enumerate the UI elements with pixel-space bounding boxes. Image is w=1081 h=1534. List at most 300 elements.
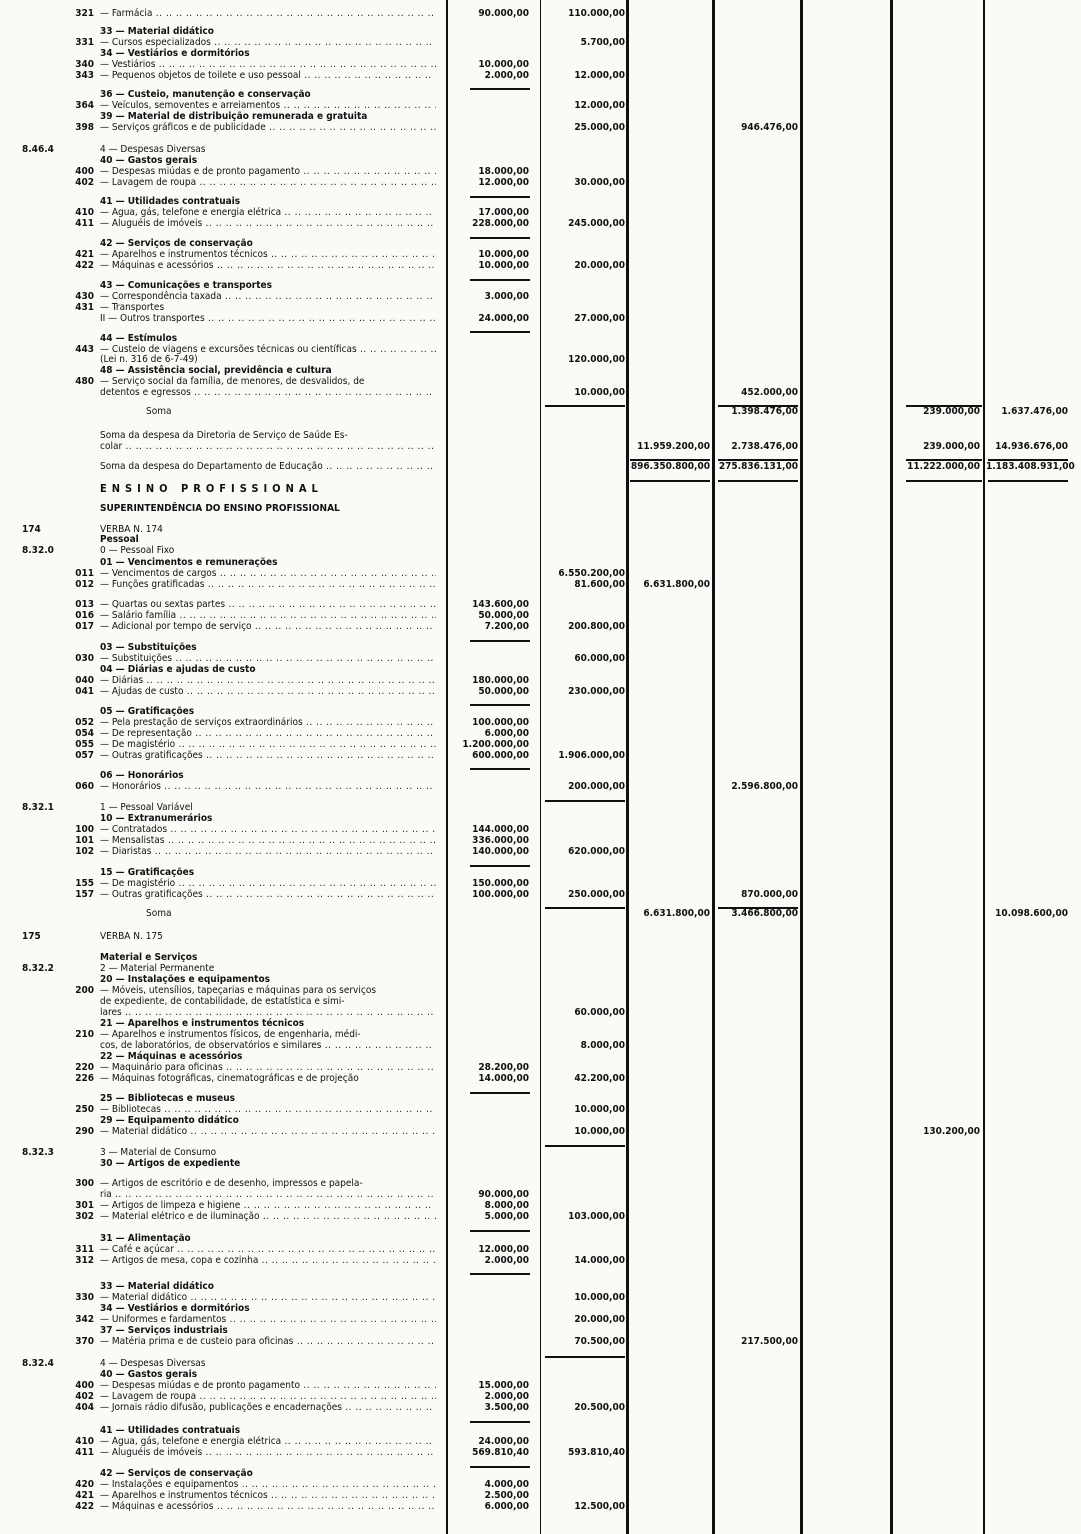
item-description: 39 — Material de distribuição remunerada e gratuita [100,111,368,122]
budget-row [0,1501,1081,1513]
item-description: — Adicional por tempo de serviço .. .. [100,621,436,633]
detail-amount: 10.000,00 [478,249,529,260]
item-description: — Bibliotecas .. .. [100,1104,436,1116]
item-code: 041 [75,686,94,697]
item-description: — Serviço social da família, de menores, de desvalidos, de [100,376,365,387]
partial-amount: 20.000,00 [574,1314,625,1325]
item-code: 321 [75,8,94,19]
sum-rule [470,1230,530,1232]
partial-amount: 30.000,00 [574,177,625,188]
budget-row [0,122,1081,134]
partial-amount: 20.000,00 [574,260,625,271]
item-description: — Material elétrico e de iluminação .. .. [100,1211,436,1223]
item-description: — Vencimentos de cargos .. .. [100,568,436,580]
item-description: — Aparelhos e instrumentos técnicos .. .. [100,1490,436,1502]
other-amount: 239.000,00 [923,441,980,452]
item-code: 016 [75,610,94,621]
item-description: Soma [146,406,172,417]
item-description: — Material didático .. .. [100,1126,436,1138]
item-description: 44 — Estímulos [100,333,178,344]
item-description: — Transportes [100,302,165,313]
item-description: — Salário família .. .. [100,610,436,622]
item-code: 398 [75,122,94,133]
budget-row [0,1211,1081,1223]
item-code: 404 [75,1402,94,1413]
partial-amount: 60.000,00 [574,653,625,664]
detail-amount: 24.000,00 [478,1436,529,1447]
other-amount: 239.000,00 [923,406,980,417]
item-description: — Custeio de viagens e excursões técnicas ou científicas .. .. [100,344,436,356]
item-description: — Pela prestação de serviços extraordinários .. .. [100,717,436,729]
item-description: 40 — Gastos gerais [100,1369,198,1380]
item-description: — Outras gratificações .. .. [100,750,436,762]
item-description: — Jornais rádio difusão, publicações e encadernações .. .. [100,1402,436,1414]
detail-amount: 336.000,00 [472,835,529,846]
budget-row [0,441,1081,453]
item-description: 30 — Artigos de expediente [100,1158,241,1169]
detail-amount: 14.000,00 [478,1073,529,1084]
item-description: 36 — Custeio, manutenção e conservação [100,89,311,100]
item-description: 21 — Aparelhos e instrumentos técnicos [100,1018,305,1029]
total-amount: 946.476,00 [741,122,798,133]
item-description: 41 — Utilidades contratuais [100,1425,241,1436]
partial-amount: 5.700,00 [580,37,625,48]
item-description: Pessoal [100,534,139,545]
budget-row [0,387,1081,399]
item-description: — De magistério .. .. [100,739,436,751]
partial-amount: 42.200,00 [574,1073,625,1084]
item-description: — Lavagem de roupa .. .. [100,1391,436,1403]
item-description: 42 — Serviços de conservação [100,1468,253,1479]
item-description: 33 — Material didático [100,1281,214,1292]
total-fixed-amount: 6.631.800,00 [643,579,710,590]
item-description: Soma da despesa do Departamento de Educação .. .. [100,461,436,473]
partial-amount: 70.500,00 [574,1336,625,1347]
item-description: — Água, gás, telefone e energia elétrica .. .. [100,1436,436,1448]
item-code: 055 [75,739,94,750]
item-code: 040 [75,675,94,686]
budget-row [0,686,1081,698]
item-code: 013 [75,599,94,610]
item-description: de expediente, de contabilidade, de estatística e simi- [100,996,345,1007]
item-code: 422 [75,260,94,271]
item-description: 48 — Assistência social, previdência e cultura [100,365,332,376]
detail-amount: 100.000,00 [472,717,529,728]
item-code: 017 [75,621,94,632]
section-code: 8.46.4 [22,144,54,155]
budget-row [0,260,1081,272]
budget-row [0,1158,1081,1170]
partial-amount: 6.550.200,00 [558,568,625,579]
total-fixed-amount: 11.959.200,00 [637,441,710,452]
item-description: Soma da despesa da Diretoria de Serviço de Saúde Es- [100,430,348,441]
section-code: 8.32.3 [22,1147,54,1158]
partial-amount: 200.800,00 [568,621,625,632]
budget-row [0,579,1081,591]
item-description: detentos e egressos .. .. [100,387,436,399]
detail-amount: 7.200,00 [484,621,529,632]
item-code: 340 [75,59,94,70]
item-code: 400 [75,166,94,177]
budget-row [0,218,1081,230]
budget-row [0,621,1081,633]
budget-row [0,1126,1081,1138]
grand-total-amount: 14.936.676,00 [995,441,1068,452]
partial-amount: 8.000,00 [580,1040,625,1051]
detail-amount: 600.000,00 [472,750,529,761]
item-description: — Vestiários .. .. [100,59,436,71]
double-rule [630,480,710,482]
item-description: 01 — Vencimentos e remunerações [100,557,278,568]
item-description: — Despesas miúdas e de pronto pagamento .. .. [100,1380,436,1392]
detail-amount: 15.000,00 [478,1380,529,1391]
item-code: 411 [75,218,94,229]
item-description: — Aparelhos e instrumentos técnicos .. .. [100,249,436,261]
partial-amount: 81.600,00 [574,579,625,590]
item-code: 311 [75,1244,94,1255]
detail-amount: 5.000,00 [484,1211,529,1222]
item-description: — De representação .. .. [100,728,436,740]
item-description: 15 — Gratificações [100,867,195,878]
detail-amount: 50.000,00 [478,686,529,697]
item-code: 101 [75,835,94,846]
section-code: 8.32.0 [22,545,54,556]
item-code: 331 [75,37,94,48]
total-amount: 275.836.131,00 [718,461,798,472]
double-rule [718,480,798,482]
item-description: — Matéria prima e de custeio para oficinas .. .. [100,1336,436,1348]
section-code: 175 [22,931,41,942]
partial-amount: 110.000,00 [568,8,625,19]
total-amount: 870.000,00 [741,889,798,900]
item-code: 431 [75,302,94,313]
item-description: — Pequenos objetos de toilete e uso pessoal .. .. [100,70,436,82]
item-code: 370 [75,1336,94,1347]
item-description: — Cursos especializados .. .. [100,37,436,49]
detail-amount: 180.000,00 [472,675,529,686]
item-code: 057 [75,750,94,761]
item-description: 06 — Honorários [100,770,184,781]
budget-row [0,750,1081,762]
item-description: 42 — Serviços de conservação [100,238,253,249]
item-code: 011 [75,568,94,579]
item-code: 052 [75,717,94,728]
double-rule [906,480,982,482]
item-description: — Água, gás, telefone e energia elétrica .. .. [100,207,436,219]
item-code: 443 [75,344,94,355]
budget-row [0,908,1081,920]
item-code: 411 [75,1447,94,1458]
budget-row [0,406,1081,418]
detail-amount: 569.810,40 [472,1447,529,1458]
item-code: 410 [75,1436,94,1447]
detail-amount: 6.000,00 [484,728,529,739]
detail-amount: 24.000,00 [478,313,529,324]
budget-row [0,1336,1081,1348]
item-code: 060 [75,781,94,792]
detail-amount: 18.000,00 [478,166,529,177]
budget-row [0,781,1081,793]
budget-row [0,545,1081,557]
partial-amount: 10.000,00 [574,1104,625,1115]
item-code: 100 [75,824,94,835]
partial-amount: 250.000,00 [568,889,625,900]
detail-amount: 143.600,00 [472,599,529,610]
item-description: 0 — Pessoal Fixo [100,545,175,556]
item-description: — Lavagem de roupa .. .. [100,177,436,189]
item-description: — Substituições .. .. [100,653,436,665]
item-description: 34 — Vestiários e dormitórios [100,1303,250,1314]
other-amount: 11.222.000,00 [907,461,980,472]
detail-amount: 17.000,00 [478,207,529,218]
partial-amount: 200.000,00 [568,781,625,792]
detail-amount: 2.500,00 [484,1490,529,1501]
item-description: — Funções gratificadas .. .. [100,579,436,591]
section-code: 174 [22,524,41,535]
detail-amount: 140.000,00 [472,846,529,857]
item-description: VERBA N. 174 [100,524,163,535]
item-description: 22 — Máquinas e acessórios [100,1051,243,1062]
item-description: Material e Serviços [100,952,198,963]
item-code: 420 [75,1479,94,1490]
item-code: 400 [75,1380,94,1391]
item-description: 37 — Serviços industriais [100,1325,228,1336]
item-description: ENSINO PROFISSIONAL [100,482,323,495]
item-description: — Aluguéis de imóveis .. .. [100,218,436,230]
partial-amount: 593.810,40 [568,1447,625,1458]
detail-amount: 10.000,00 [478,59,529,70]
item-description: cos, de laboratórios, de observatórios e similares .. .. [100,1040,436,1052]
detail-amount: 4.000,00 [484,1479,529,1490]
item-code: 030 [75,653,94,664]
partial-amount: 1.906.000,00 [558,750,625,761]
item-description: — Café e açúcar .. .. [100,1244,436,1256]
budget-row [0,70,1081,82]
item-code: 330 [75,1292,94,1303]
detail-amount: 12.000,00 [478,1244,529,1255]
detail-amount: 228.000,00 [472,218,529,229]
item-description: 43 — Comunicações e transportes [100,280,272,291]
item-code: 410 [75,207,94,218]
partial-amount: 27.000,00 [574,313,625,324]
item-code: 422 [75,1501,94,1512]
item-code: 155 [75,878,94,889]
item-description: — Aparelhos e instrumentos físicos, de engenharia, médi- [100,1029,361,1040]
item-description: 4 — Despesas Diversas [100,144,206,155]
item-code: 226 [75,1073,94,1084]
item-description: — Quartas ou sextas partes .. .. [100,599,436,611]
budget-row [0,8,1081,20]
grand-total-amount: 1.183.408.931,00 [986,461,1075,472]
total-amount: 217.500,00 [741,1336,798,1347]
detail-amount: 144.000,00 [472,824,529,835]
item-code: 364 [75,100,94,111]
budget-row [0,931,1081,943]
total-amount: 1.398.476,00 [731,406,798,417]
detail-amount: 150.000,00 [472,878,529,889]
partial-amount: 230.000,00 [568,686,625,697]
item-description: — Artigos de escritório e de desenho, impressos e papela- [100,1178,363,1189]
item-description: — Veículos, semoventes e arreiamentos .. .. [100,100,436,112]
detail-amount: 100.000,00 [472,889,529,900]
item-description: 40 — Gastos gerais [100,155,198,166]
item-description: 10 — Extranumerários [100,813,213,824]
item-description: — Contratados .. .. [100,824,436,836]
detail-amount: 3.500,00 [484,1402,529,1413]
item-description: — Máquinas e acessórios .. .. [100,260,436,272]
item-description: — Máquinas fotográficas, cinematográficas e de projeção [100,1073,359,1084]
section-code: 8.32.4 [22,1358,54,1369]
item-description: — Artigos de limpeza e higiene .. .. [100,1200,436,1212]
item-code: 250 [75,1104,94,1115]
budget-row [0,1447,1081,1459]
item-description: 2 — Material Permanente [100,963,215,974]
budget-row [0,461,1081,473]
item-description: SUPERINTENDÊNCIA DO ENSINO PROFISSIONAL [100,503,340,514]
item-description: 3 — Material de Consumo [100,1147,217,1158]
item-description: — Despesas miúdas e de pronto pagamento .. .. [100,166,436,178]
detail-amount: 1.200.000,00 [462,739,529,750]
item-description: 4 — Despesas Diversas [100,1358,206,1369]
partial-amount: 10.000,00 [574,1126,625,1137]
budget-row [0,483,1081,495]
item-description: Soma [146,908,172,919]
item-description: 34 — Vestiários e dormitórios [100,48,250,59]
item-description: — Mensalistas .. .. [100,835,436,847]
item-description: 1 — Pessoal Variável [100,802,193,813]
item-code: 402 [75,177,94,188]
item-code: 421 [75,249,94,260]
detail-amount: 90.000,00 [478,1189,529,1200]
item-description: — De magistério .. .. [100,878,436,890]
item-code: 343 [75,70,94,81]
total-amount: 2.596.800,00 [731,781,798,792]
item-description: 03 — Substituições [100,642,197,653]
detail-amount: 10.000,00 [478,260,529,271]
item-description: II — Outros transportes .. .. [100,313,436,325]
detail-amount: 50.000,00 [478,610,529,621]
item-description: VERBA N. 175 [100,931,163,942]
detail-amount: 3.000,00 [484,291,529,302]
total-fixed-amount: 896.350.800,00 [630,461,710,472]
sum-rule [470,1273,530,1275]
item-code: 342 [75,1314,94,1325]
item-code: 480 [75,376,94,387]
other-amount: 130.200,00 [923,1126,980,1137]
partial-amount: 245.000,00 [568,218,625,229]
budget-row [0,1255,1081,1267]
item-description: (Lei n. 316 de 6-7-49) [100,354,198,365]
budget-row [0,1073,1081,1085]
item-description: 20 — Instalações e equipamentos [100,974,271,985]
item-code: 220 [75,1062,94,1073]
detail-amount: 2.000,00 [484,70,529,81]
item-description: colar .. .. [100,441,436,453]
item-description: 31 — Alimentação [100,1233,191,1244]
detail-amount: 6.000,00 [484,1501,529,1512]
total-amount: 2.738.476,00 [731,441,798,452]
double-rule [988,480,1068,482]
item-code: 312 [75,1255,94,1266]
total-amount: 3.466.800,00 [731,908,798,919]
budget-row [0,1402,1081,1414]
item-code: 200 [75,985,94,996]
item-description: — Instalações e equipamentos .. .. [100,1479,436,1491]
item-code: 102 [75,846,94,857]
item-description: — Serviços gráficos e de publicidade .. .. [100,122,436,134]
grand-total-amount: 1.637.476,00 [1001,406,1068,417]
item-code: 402 [75,1391,94,1402]
item-description: — Diaristas .. .. [100,846,436,858]
partial-amount: 10.000,00 [574,387,625,398]
item-description: lares .. .. [100,1007,436,1019]
partial-amount: 103.000,00 [568,1211,625,1222]
item-code: 157 [75,889,94,900]
partial-amount: 25.000,00 [574,122,625,133]
item-description: — Máquinas e acessórios .. .. [100,1501,436,1513]
budget-row [0,177,1081,189]
partial-amount: 60.000,00 [574,1007,625,1018]
item-description: — Honorários .. .. [100,781,436,793]
section-code: 8.32.1 [22,802,54,813]
item-description: 25 — Bibliotecas e museus [100,1093,236,1104]
partial-amount: 120.000,00 [568,354,625,365]
item-description: — Ajudas de custo .. .. [100,686,436,698]
item-description: 29 — Equipamento didático [100,1115,239,1126]
item-description: — Aluguéis de imóveis .. .. [100,1447,436,1459]
item-description: — Correspondência taxada .. .. [100,291,436,303]
partial-amount: 620.000,00 [568,846,625,857]
item-description: — Uniformes e fardamentos .. .. [100,1314,436,1326]
item-description: — Móveis, utensílios, tapeçarias e máquinas para os serviços [100,985,377,996]
detail-amount: 28.200,00 [478,1062,529,1073]
item-description: — Artigos de mesa, copa e cozinha .. .. [100,1255,436,1267]
detail-amount: 90.000,00 [478,8,529,19]
grand-total-amount: 10.098.600,00 [995,908,1068,919]
detail-amount: 8.000,00 [484,1200,529,1211]
item-description: 33 — Material didático [100,26,214,37]
section-code: 8.32.2 [22,963,54,974]
item-description: 05 — Gratificações [100,706,195,717]
total-amount: 452.000,00 [741,387,798,398]
item-code: 210 [75,1029,94,1040]
budget-row [0,313,1081,325]
item-code: 054 [75,728,94,739]
detail-amount: 2.000,00 [484,1255,529,1266]
sum-rule [470,1421,530,1423]
item-description: ria .. .. [100,1189,436,1201]
item-code: 012 [75,579,94,590]
item-description: — Maquinário para oficinas .. .. [100,1062,436,1074]
partial-amount: 20.500,00 [574,1402,625,1413]
partial-amount: 12.000,00 [574,100,625,111]
item-description: — Farmácia .. .. [100,8,436,20]
item-description: — Diárias .. .. [100,675,436,687]
item-description: 04 — Diárias e ajudas de custo [100,664,256,675]
item-code: 421 [75,1490,94,1501]
item-description: — Material didático .. .. [100,1292,436,1304]
item-code: 290 [75,1126,94,1137]
item-code: 300 [75,1178,94,1189]
partial-amount: 12.500,00 [574,1501,625,1512]
partial-amount: 12.000,00 [574,70,625,81]
detail-amount: 2.000,00 [484,1391,529,1402]
total-fixed-amount: 6.631.800,00 [643,908,710,919]
item-code: 302 [75,1211,94,1222]
budget-row [0,889,1081,901]
item-code: 301 [75,1200,94,1211]
item-description: — Outras gratificações .. .. [100,889,436,901]
